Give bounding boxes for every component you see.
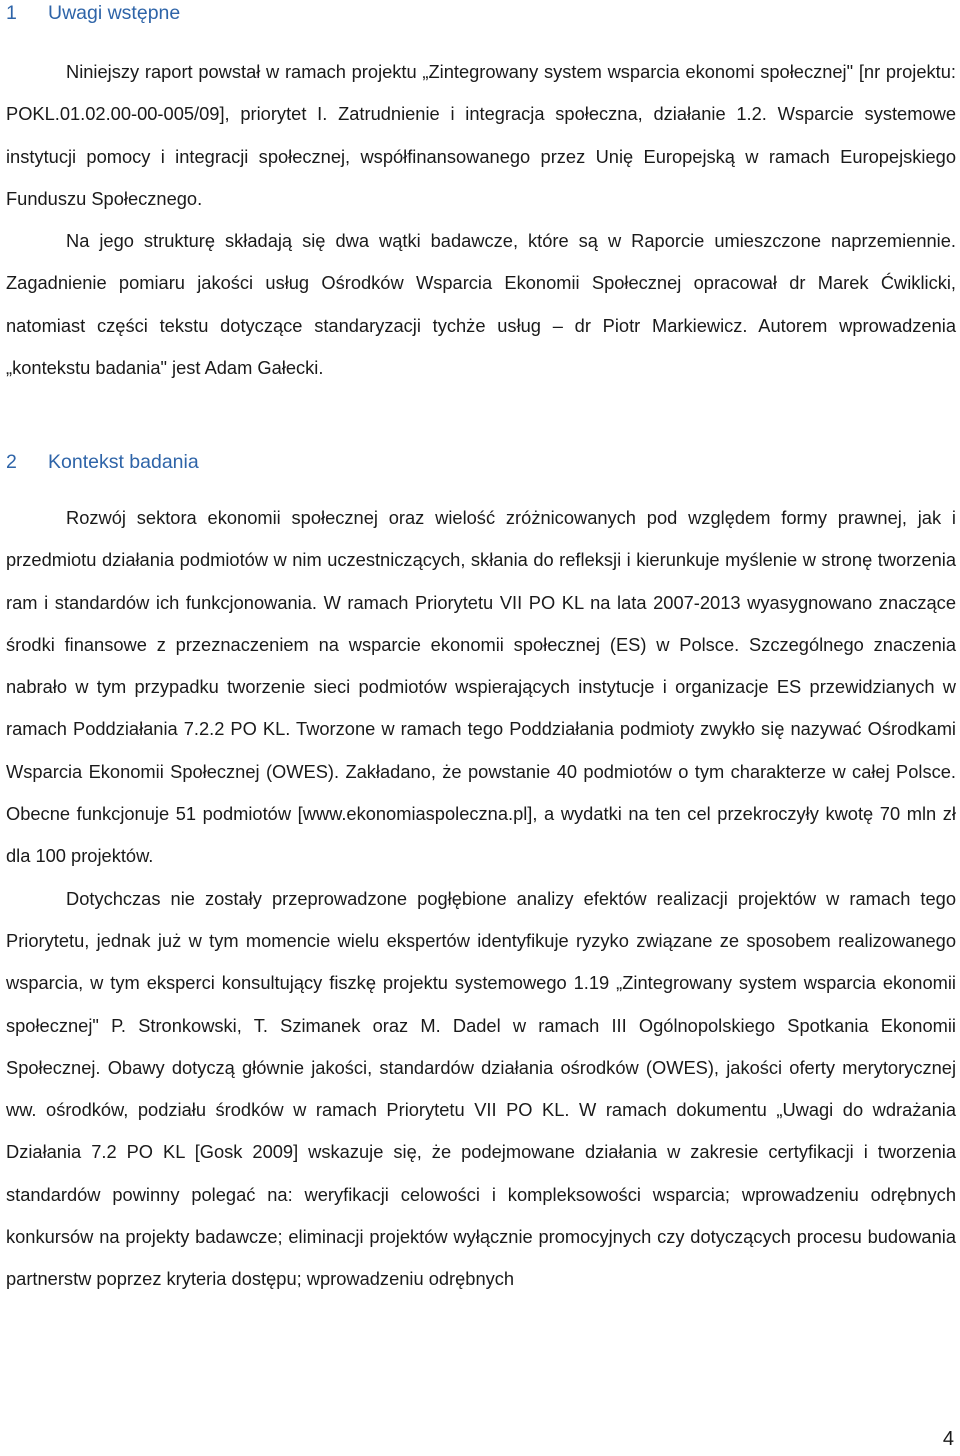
section-2-body — [6, 497, 956, 1301]
section-title: Kontekst badania — [48, 450, 199, 473]
paragraph: Rozwój sektora ekonomii społecznej oraz wielość zróżnicowanych pod względem formy prawnej, jak i przedmiotu działania podmiotów w nim uczestniczących, skłania do refleksji i kierunkuje myślenie w stronę tworzenia ram i standardów ich funkcjonowania. W ramach Priorytetu VII PO KL na lata 2007-2013 wyasygnowano znaczące środki finansowe z przeznaczeniem na wsparcie ekonomii społecznej (ES) w Polsce. Szczególnego znaczenia nabrało w tym przypadku tworzenie sieci podmiotów wspierających instytucje i organizacje ES przewidzianych w ramach Poddziałania 7.2.2 PO KL. Tworzone w ramach tego Poddziałania podmioty zwykło się nazywać Ośrodkami Wsparcia Ekonomii Społecznej (OWES). Zakładano, że powstanie 40 podmiotów o tym charakterze w całej Polsce. Obecne funkcjonuje 51 podmiotów [www.ekonomiaspoleczna.pl], a wydatki na ten cel przekroczyły kwotę 70 mln zł dla 100 projektów. — [6, 507, 956, 867]
paragraph: Niniejszy raport powstał w ramach projektu „Zintegrowany system wsparcia ekonomi społecznej" [nr projektu: POKL.01.02.00-00-005/09], priorytet I. Zatrudnienie i integracja społeczna, działanie 1.2. Wsparcie systemowe instytucji pomocy i integracji społecznej, współfinansowanego przez Unię Europejską w ramach Europejskiego Funduszu Społecznego. — [6, 61, 956, 209]
section-number: 2 — [6, 450, 17, 473]
section-number: 1 — [6, 1, 17, 24]
paragraph: Dotychczas nie zostały przeprowadzone pogłębione analizy efektów realizacji projektów w ramach tego Priorytetu, jednak już w tym momencie wielu ekspertów identyfikuje ryzyko związane ze sposobem realizowanego wsparcia, w tym eksperci konsultujący fiszkę projektu systemowego 1.19 „Zintegrowany system wsparcia ekonomii społecznej" P. Stronkowski, T. Szimanek oraz M. Dadel w ramach III Ogólnopolskiego Spotkania Ekonomii Społecznej. Obawy dotyczą głównie jakości, standardów działania ośrodków (OWES), jakości oferty merytorycznej ww. ośrodków, podziału środków w ramach Priorytetu VII PO KL. W ramach dokumentu „Uwagi do wdrażania Działania 7.2 PO KL [Gosk 2009] wskazuje się, że podejmowane działania w zakresie certyfikacji i tworzenia standardów powinny polegać na: weryfikacji celowości i kompleksowości wsparcia; wprowadzeniu odrębnych konkursów na projekty badawcze; eliminacji projektów wyłącznie promocyjnych czy dotyczących procesu budowania partnerstw poprzez kryteria dostępu; wprowadzeniu odrębnych — [6, 887, 956, 1290]
section-title: Uwagi wstępne — [48, 1, 181, 24]
page-number: 4 — [942, 1428, 954, 1450]
paragraph: Na jego strukturę składają się dwa wątki badawcze, które są w Raporcie umieszczone naprzemiennie. Zagadnienie pomiaru jakości usług Ośrodków Wsparcia Ekonomii Społecznej opracował dr Marek Ćwiklicki, natomiast części tekstu dotyczące standaryzacji tychże usług – dr Piotr Markiewicz. Autorem wprowadzenia „kontekstu badania" jest Adam Gałecki. — [6, 230, 956, 379]
section-heading-1 — [6, 0, 180, 26]
section-1-body — [6, 51, 956, 389]
section-heading-2 — [6, 449, 199, 475]
